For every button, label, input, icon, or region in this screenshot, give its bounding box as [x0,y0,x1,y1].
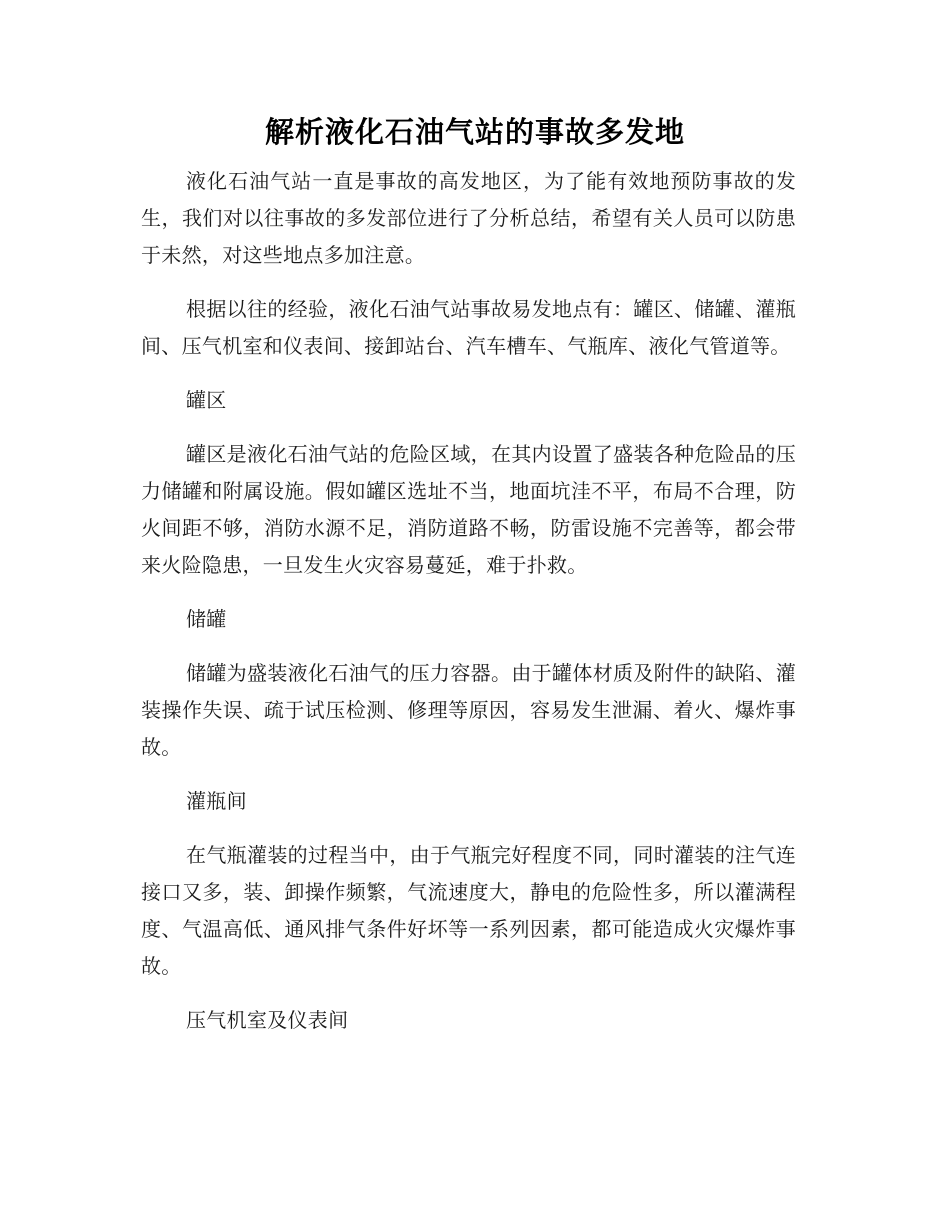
document-body [141,163,796,1056]
document-title: 解析液化石油气站的事故多发地 [264,115,685,149]
section-heading-tank-area: 罐区 [186,388,227,412]
intro-paragraph-2: 根据以往的经验，液化石油气站事故易发地点有：罐区、储罐、灌瓶间、压气机室和仪表间、接卸站台、汽车槽车、气瓶库、液化气管道等。 [141,297,796,358]
section-text-storage-tank: 储罐为盛装液化石油气的压力容器。由于罐体材质及附件的缺陷、灌装操作失误、疏于试压检测、修理等原因，容易发生泄漏、着火、爆炸事故。 [141,661,796,759]
section-text-tank-area: 罐区是液化石油气站的危险区域，在其内设置了盛装各种危险品的压力储罐和附属设施。假如罐区选址不当，地面坑洼不平，布局不合理，防火间距不够，消防水源不足，消防道路不畅，防雷设施不完善等，都会带来火险隐患，一旦发生火灾容易蔓延，难于扑救。 [141,442,796,577]
intro-paragraph-1: 液化石油气站一直是事故的高发地区，为了能有效地预防事故的发生，我们对以往事故的多发部位进行了分析总结，希望有关人员可以防患于未然，对这些地点多加注意。 [141,169,796,267]
section-heading-compressor-room: 压气机室及仪表间 [186,1008,349,1032]
section-text-filling-room: 在气瓶灌装的过程当中，由于气瓶完好程度不同，同时灌装的注气连接口又多，装、卸操作频繁，气流速度大，静电的危险性多，所以灌满程度、气温高低、通风排气条件好坏等一系列因素，都可能造成火灾爆炸事故。 [141,843,796,978]
section-heading-filling-room: 灌瓶间 [186,789,247,813]
section-heading-storage-tank: 储罐 [186,607,227,631]
